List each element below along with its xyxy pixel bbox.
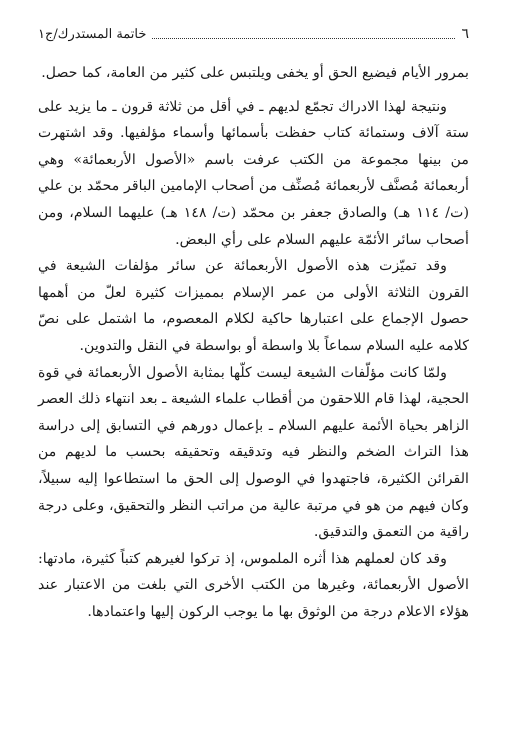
body-text [38,60,469,625]
paragraph-3: وقد تميّزت هذه الأصول الأربعمائة عن سائر مؤلفات الشيعة في القرون الثلاثة الأولى من عمر الإسلام بمميزات كثيرة لعلّ من أهمها حصول الإجماع على اعتبارها حاكية لكلام المعصوم، ما اشتمل على نصّ كلامه عليه السلام سماعاً بلا واسطة أو بواسطة في النقل والتدوين. [38,258,469,354]
page-header [38,24,469,44]
paragraph-5: وقد كان لعملهم هذا أثره الملموس، إذ تركوا لغيرهم كتباً كثيرة، مادتها: الأصول الأربعمائة، وغيرها من الكتب الأخرى التي بلغت من الاعتبار عند هؤلاء الاعلام درجة من الوثوق بها ما يوجب الركون إليها واعتمادها. [38,550,469,620]
page-number: ٦ [461,26,469,42]
running-title: خاتمة المستدرك/ج١ [38,26,147,42]
paragraph-4: ولمّا كانت مؤلّفات الشيعة ليست كلّها بمثابة الأصول الأربعمائة في قوة الحجية، لهذا قام اللاحقون من أقطاب علماء الشيعة ـ بعد انتهاء ذلك العصر الزاهر بحياة الأئمة عليهم السلام ـ بإعمال دورهم في التسابق إلى دراسة هذا التراث الضخم والنظر فيه وتدقيقه وتحقيقه بحسب ما لديهم من القرائن الكثيرة، فاجتهدوا في الوصول إلى الحق ما استطاعوا إليه سبيلاً، وكان فيهم من هو في مرتبة عالية من مراتب النظر والتحقيق، وعلى درجة راقية من التعمق والتدقيق. [38,364,469,541]
paragraph-2: ونتيجة لهذا الادراك تجمّع لديهم ـ في أقل من ثلاثة قرون ـ ما يزيد على ستة آلاف وستمائة كتاب حفظت بأسمائها وأسماء مؤلفيها. وقد اشتهرت من بينها مجموعة من الكتب عرفت باسم «الأصول الأربعمائة» وهي أربعمائة مُصنَّف لأربعمائة مُصنِّف من أصحاب الإمامين الباقر محمّد بن علي (ت/ ١١٤ هـ) والصادق جعفر بن محمّد (ت/ ١٤٨ هـ) عليهما السلام، ومن أصحاب سائر الأئمّة عليهم السلام على رأي البعض. [38,98,469,248]
header-dot-leader [152,29,455,39]
paragraph-1: بمرور الأيام فيضيع الحق أو يخفى ويلتبس على كثير من العامة، كما حصل. [41,65,469,81]
